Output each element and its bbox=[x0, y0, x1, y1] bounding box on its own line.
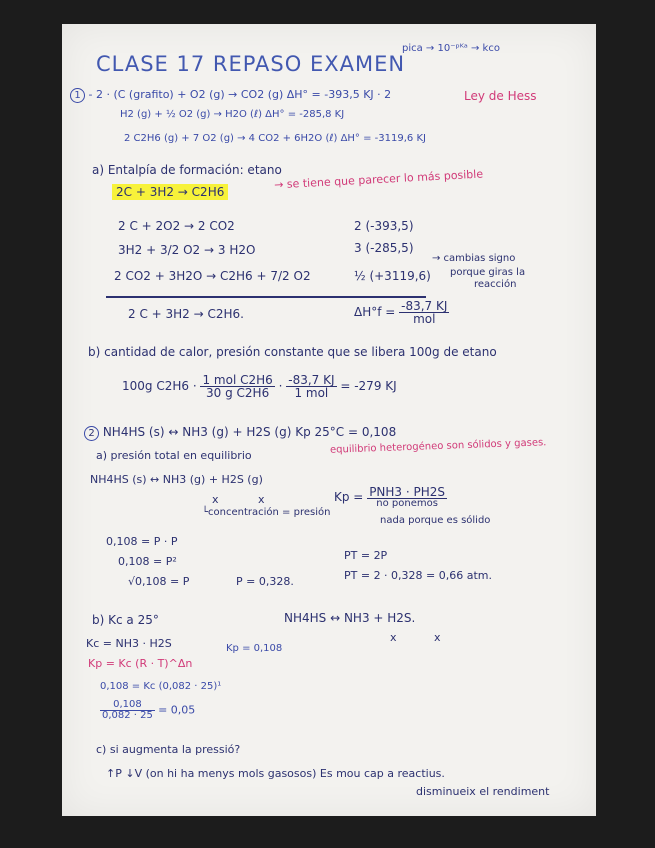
reaction-step-2: 3H2 + 3/2 O2 → 3 H2O bbox=[118, 243, 256, 257]
sum-equation: 2 C + 3H2 → C2H6. bbox=[128, 307, 244, 321]
part-b-equation: NH4HS ↔ NH3 + H2S. bbox=[284, 611, 416, 625]
part-c-answer-2: disminueix el rendiment bbox=[416, 785, 550, 798]
kp-expression: Kp = $\frac{\text{PNH3 · PH2S}}{\text{no ponemos}}$ bbox=[334, 485, 446, 509]
concentration-note: └concentración = presión bbox=[202, 507, 331, 518]
kc-calc-2: $\frac{0,108}{0,082 \cdot 25}$ = 0,05 bbox=[102, 699, 196, 721]
reaction-step-3-value: ½ (+3119,6) bbox=[354, 269, 431, 283]
enthalpy-result: ΔH°f = $\frac{-83,7 KJ}{\text{mol}}$ bbox=[354, 299, 448, 326]
notebook-page bbox=[62, 24, 596, 816]
kp-note: nada porque es sólido bbox=[380, 515, 491, 526]
part-b-label: b) cantidad de calor, presión constante que se libera 100g de etano bbox=[88, 345, 497, 359]
target-note: → se tiene que parecer lo más posible bbox=[273, 167, 484, 192]
x-nh3: x bbox=[212, 493, 219, 506]
hess-law-label: Ley de Hess bbox=[464, 89, 537, 103]
heterogeneous-note: equilibrio heterogéneo son sólidos y gases. bbox=[329, 437, 547, 456]
conversion-calc: 100g C2H6 · $\frac{\text{1 mol C2H6}}{\text{30 g C2H6}}$ · $\frac{-83,7 KJ}{\text{1 mol}}$ = -279 KJ bbox=[122, 373, 397, 400]
reaction-step-2-value: 3 (-285,5) bbox=[354, 241, 414, 255]
calc-step-1: 0,108 = P · P bbox=[106, 535, 178, 548]
kp-value: Kp = 0,108 bbox=[226, 643, 283, 654]
header-note: pica → 10⁻ᵖᴷᵃ → kco bbox=[402, 43, 500, 54]
total-pressure-2: PT = 2 · 0,328 = 0,66 atm. bbox=[344, 569, 493, 582]
calc-step-3: √0,108 = P bbox=[128, 575, 190, 588]
reaction-step-1-value: 2 (-393,5) bbox=[354, 219, 414, 233]
exercise-2 bbox=[84, 426, 396, 441]
pressure-result: P = 0,328. bbox=[236, 575, 294, 588]
exercise-number: 2 bbox=[84, 426, 99, 441]
sign-note-1: → cambias signo bbox=[432, 253, 516, 264]
part-b-label-2: b) Kc a 25° bbox=[92, 613, 159, 627]
equation-repeat: NH4HS (s) ↔ NH3 (g) + H2S (g) bbox=[90, 473, 263, 486]
part-c-label: c) si augmenta la pressió? bbox=[96, 743, 241, 756]
kp-kc-relation: Kp = Kc (R · T)^Δn bbox=[88, 657, 193, 670]
equation-3: 2 C2H6 (g) + 7 O2 (g) → 4 CO2 + 6H2O (ℓ) ΔH° = -3119,6 KJ bbox=[124, 133, 426, 144]
x-h2s: x bbox=[258, 493, 265, 506]
page-title: CLASE 17 REPASO EXAMEN bbox=[96, 52, 406, 76]
total-pressure-1: PT = 2P bbox=[344, 549, 388, 562]
equilibrium-equation: NH4HS (s) ↔ NH3 (g) + H2S (g) Kp 25°C = 0,108 bbox=[102, 425, 397, 439]
b-x-h2s: x bbox=[434, 631, 441, 644]
calc-step-2: 0,108 = P² bbox=[118, 555, 177, 568]
kc-expression: Kc = NH3 · H2S bbox=[86, 637, 172, 650]
b-x-nh3: x bbox=[390, 631, 397, 644]
reaction-step-3: 2 CO2 + 3H2O → C2H6 + 7/2 O2 bbox=[114, 269, 311, 283]
exercise-1 bbox=[70, 88, 391, 103]
sign-note-3: reacción bbox=[474, 279, 517, 290]
sum-divider bbox=[106, 296, 426, 298]
reaction-step-1: 2 C + 2O2 → 2 CO2 bbox=[118, 219, 235, 233]
equation-2: H2 (g) + ½ O2 (g) → H2O (ℓ) ΔH° = -285,8 KJ bbox=[120, 109, 345, 120]
target-reaction: 2C + 3H2 → C2H6 bbox=[112, 184, 228, 200]
part-a-label-2: a) presión total en equilibrio bbox=[96, 449, 252, 462]
part-a-label: a) Entalpía de formación: etano bbox=[92, 163, 282, 177]
exercise-number: 1 bbox=[70, 88, 85, 103]
equation-1: - 2 · (C (grafito) + O2 (g) → CO2 (g) ΔH° = -393,5 KJ · 2 bbox=[88, 88, 392, 101]
kc-calc-1: 0,108 = Kc (0,082 · 25)¹ bbox=[100, 681, 222, 692]
part-c-answer: ↑P ↓V (on hi ha menys mols gasosos) Es mou cap a reactius. bbox=[106, 767, 445, 780]
sign-note-2: porque giras la bbox=[450, 267, 526, 278]
